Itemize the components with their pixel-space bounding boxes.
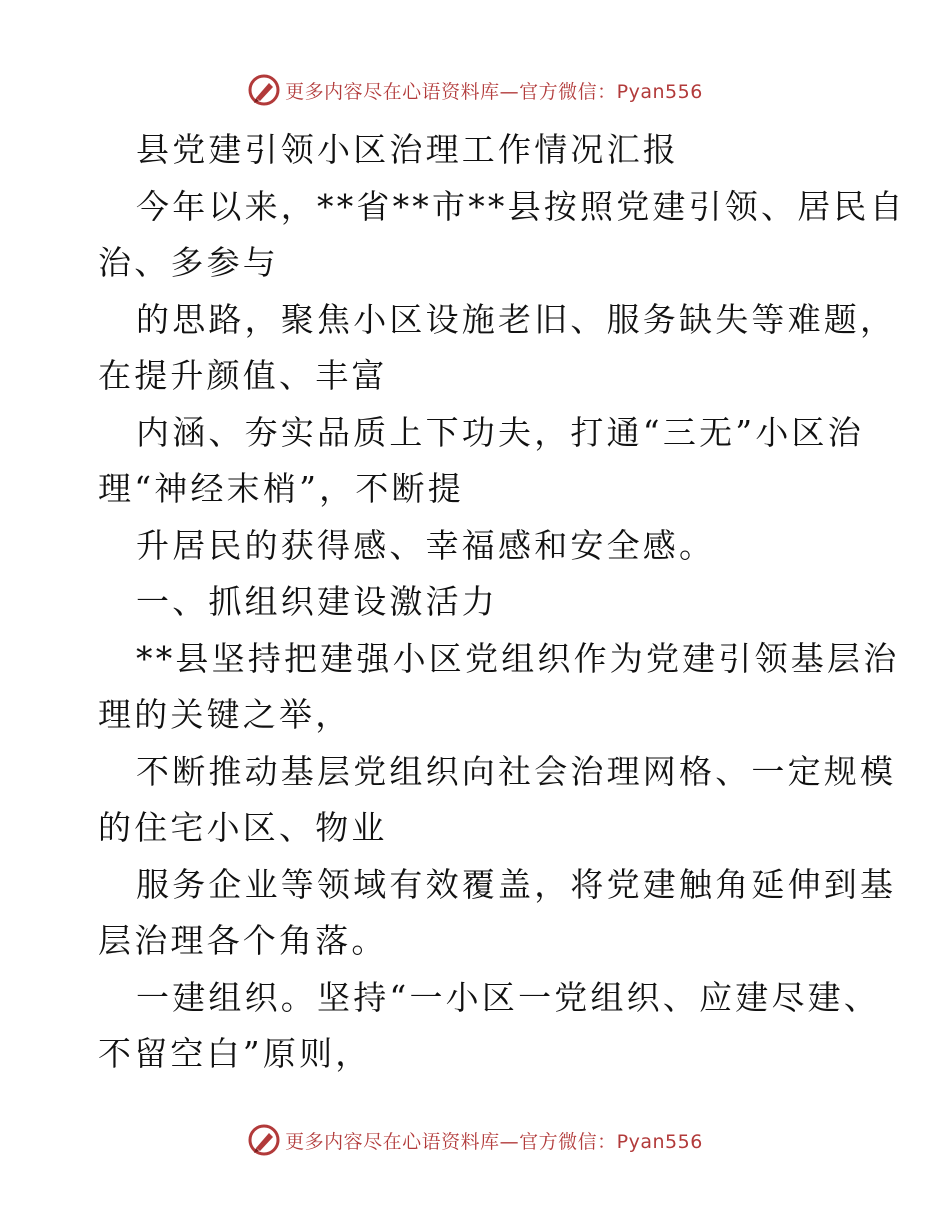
doc-line: 在提升颜值、丰富	[98, 356, 388, 395]
doc-line: 服务企业等领域有效覆盖，将党建触角延伸到基	[136, 864, 897, 904]
footer-watermark	[0, 1120, 950, 1160]
document-body	[98, 122, 906, 1083]
doc-line: **县坚持把建强小区党组织作为党建引领基层治	[136, 638, 900, 678]
doc-line: 县党建引领小区治理工作情况汇报	[136, 130, 679, 169]
doc-line: 升居民的获得感、幸福感和安全感。	[136, 525, 716, 565]
section-heading: 一、抓组织建设激活力	[136, 582, 498, 621]
doc-line: 层治理各个角落。	[98, 921, 388, 960]
doc-line: 内涵、夯实品质上下功夫，打通“三无”小区治	[136, 412, 864, 452]
doc-line: 理的关键之举，	[98, 695, 352, 734]
doc-line: 的住宅小区、物业	[98, 808, 388, 847]
header-watermark	[0, 70, 950, 110]
pen-logo-icon	[247, 1123, 281, 1157]
doc-line: 不留空白”原则，	[98, 1034, 372, 1073]
doc-line: 一建组织。坚持“一小区一党组织、应建尽建、	[136, 977, 881, 1017]
doc-line: 不断推动基层党组织向社会治理网格、一定规模	[136, 751, 897, 791]
watermark-text: 更多内容尽在心语资料库—官方微信：Pyan556	[285, 80, 703, 103]
doc-line: 治、多参与	[98, 243, 279, 282]
watermark-text: 更多内容尽在心语资料库—官方微信：Pyan556	[285, 1130, 703, 1153]
pen-logo-icon	[247, 73, 281, 107]
doc-line: 的思路，聚焦小区设施老旧、服务缺失等难题，	[136, 299, 897, 339]
doc-line: 理“神经末梢”，不断提	[98, 469, 464, 508]
doc-line: 今年以来，**省**市**县按照党建引领、居民自	[136, 186, 906, 226]
